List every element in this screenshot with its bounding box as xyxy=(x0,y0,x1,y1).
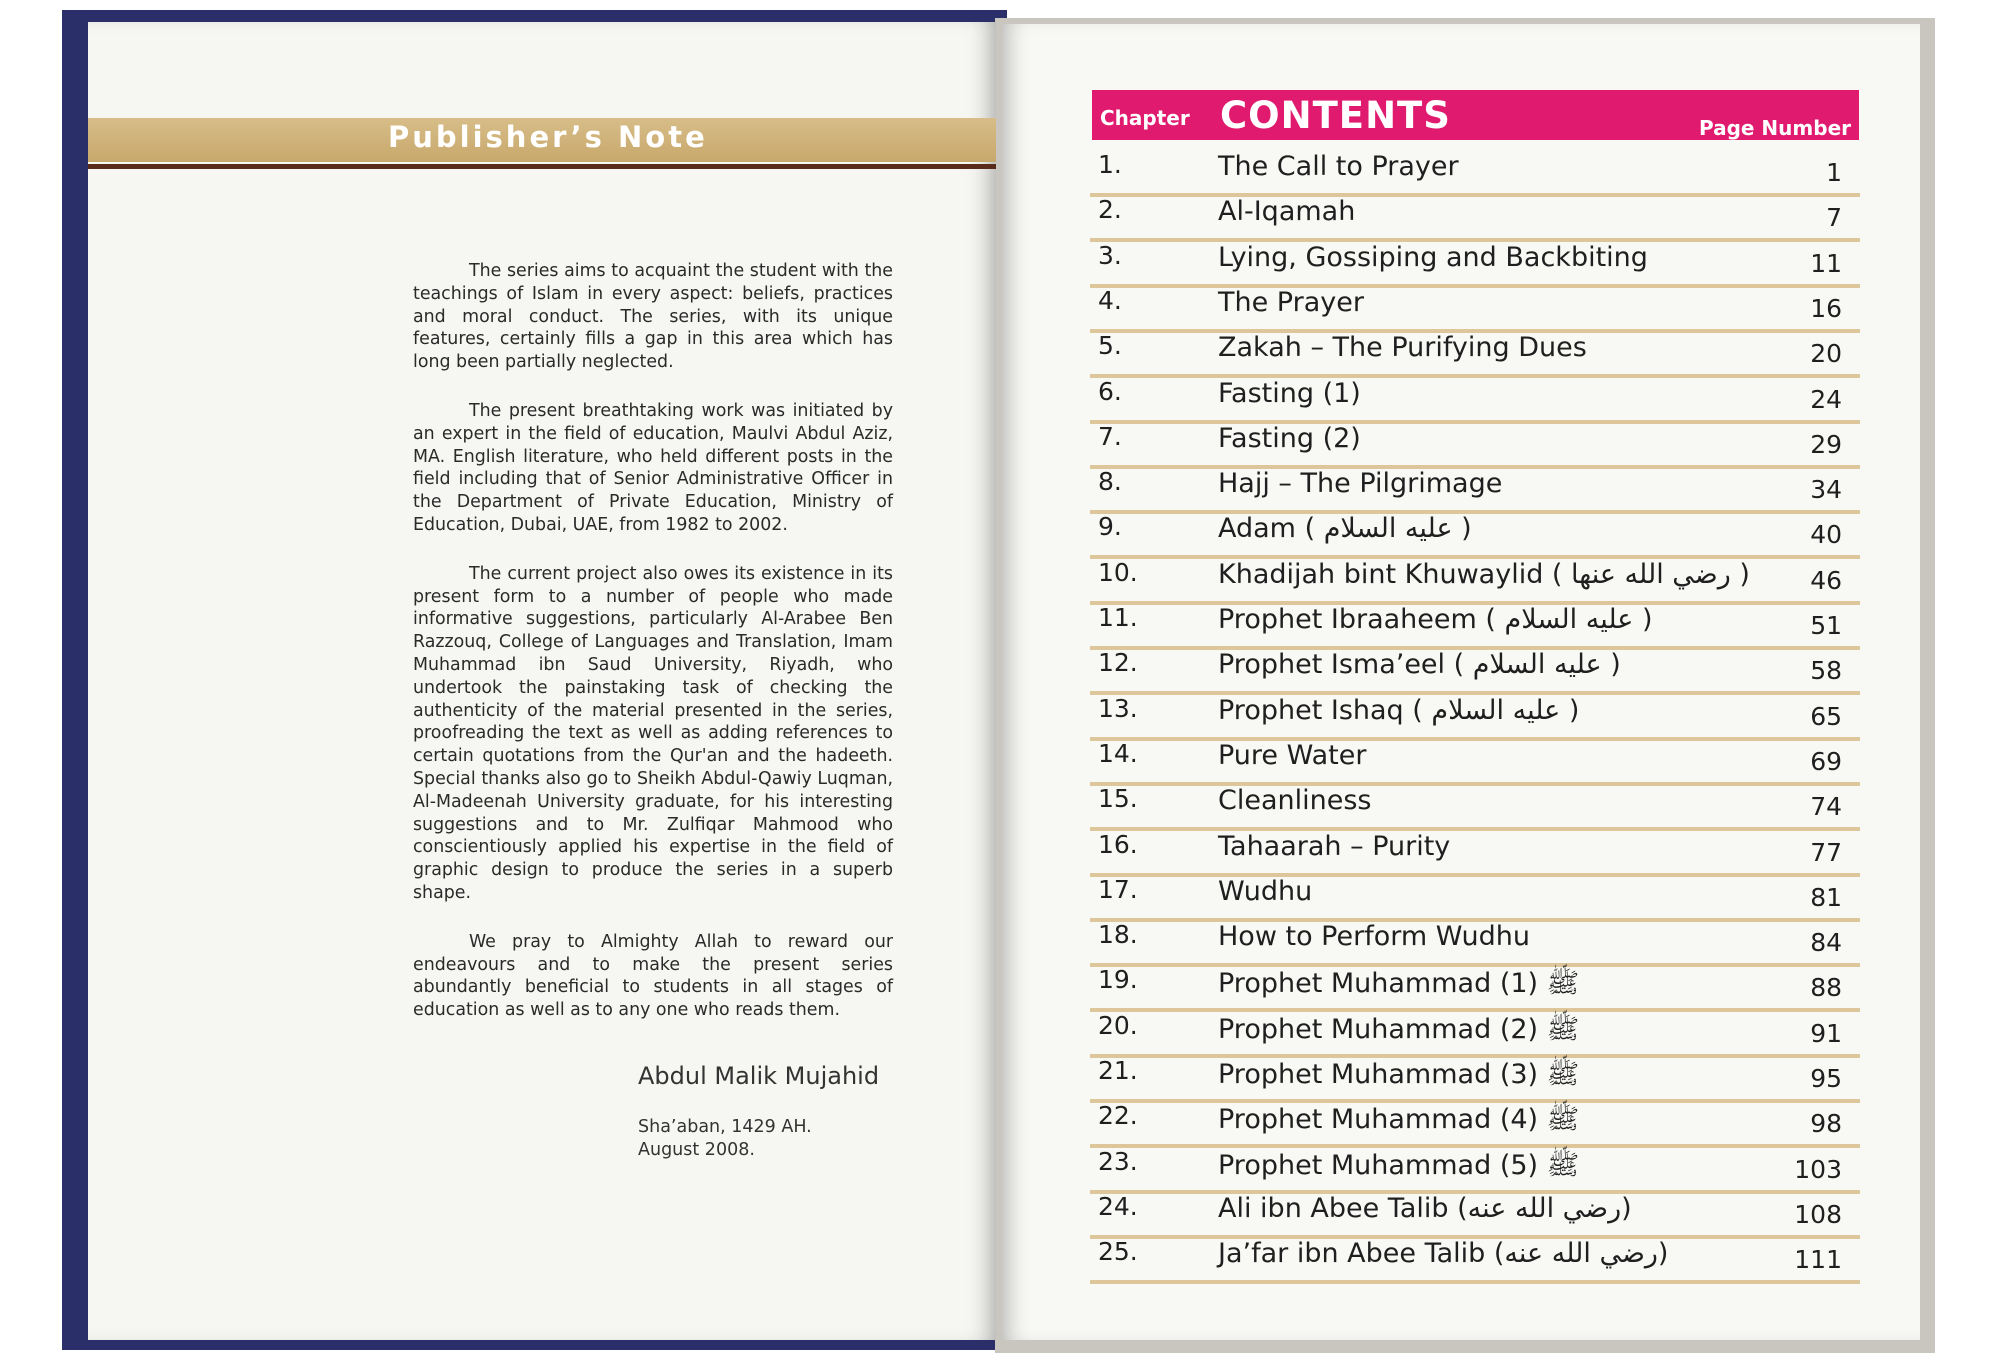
toc-row xyxy=(1090,963,1860,1012)
chapter-number: 23. xyxy=(1098,1146,1138,1176)
heading-rule xyxy=(88,164,996,169)
chapter-number: 10. xyxy=(1098,557,1138,587)
toc-row xyxy=(1090,601,1860,650)
chapter-title: Cleanliness xyxy=(1218,785,1372,817)
chapter-page-number: 98 xyxy=(1810,1109,1842,1139)
chapter-number: 14. xyxy=(1098,738,1138,768)
chapter-page-number: 84 xyxy=(1810,928,1842,958)
chapter-title: Hajj – The Pilgrimage xyxy=(1218,468,1503,500)
chapter-title: The Prayer xyxy=(1218,286,1364,318)
chapter-page-number: 1 xyxy=(1826,158,1842,187)
toc-row xyxy=(1090,1190,1860,1239)
toc-row xyxy=(1090,1009,1860,1058)
toc-row xyxy=(1090,1235,1860,1284)
chapter-number: 20. xyxy=(1098,1010,1138,1040)
header-page-number-label: Page Number xyxy=(1698,116,1851,140)
note-paragraph: The present breathtaking work was initiated by an expert in the field of education, Maulvi Abdul Aziz, MA. English literature, who held different posts in the field including that of Senior Administrative Officer in the Department of Private Education, Ministry of Education, Dubai, UAE, from 1982 to 2002. xyxy=(413,400,893,535)
chapter-title: Ali ibn Abee Talib (رضي الله عنه) xyxy=(1218,1192,1632,1224)
toc-row xyxy=(1090,1054,1860,1103)
chapter-number: 19. xyxy=(1098,965,1138,995)
chapter-page-number: 7 xyxy=(1826,203,1842,233)
chapter-title: The Call to Prayer xyxy=(1218,151,1459,182)
toc-row xyxy=(1090,420,1860,469)
chapter-title: Ja’far ibn Abee Talib (رضي الله عنه) xyxy=(1218,1238,1669,1270)
note-body xyxy=(413,260,893,1048)
chapter-title: Fasting (1) xyxy=(1218,377,1361,409)
chapter-page-number: 95 xyxy=(1810,1064,1842,1093)
chapter-title: Prophet Muhammad ﷺ (4) xyxy=(1218,1104,1580,1136)
chapter-page-number: 34 xyxy=(1810,475,1842,505)
chapter-title: Zakah – The Purifying Dues xyxy=(1218,332,1587,364)
chapter-number: 1. xyxy=(1098,150,1122,179)
chapter-page-number: 51 xyxy=(1810,611,1842,640)
toc-row xyxy=(1090,329,1860,378)
chapter-title: Pure Water xyxy=(1218,739,1367,771)
chapter-title: Lying, Gossiping and Backbiting xyxy=(1218,241,1648,273)
note-paragraph: The current project also owes its existence in its present form to a number of people who made informative suggestions, particularly Al-Arabee Ben Razzouq, College of Languages and Translation, Imam Muhammad ibn Saud University, Riyadh, who undertook the painstaking task of checking the authenticity of the material presented in the series, proofreading the text as well as adding references to certain quotations from the Qur'an and the hadeeth. Special thanks also go to Sheikh Abdul-Qawiy Luqman, Al-Madeenah University graduate, for his interesting suggestions and to Mr. Zulfiqar Mahmood who conscientiously applied his expertise in the field of graphic design to produce the series in a superb shape. xyxy=(413,563,893,903)
toc-row xyxy=(1090,873,1860,922)
chapter-page-number: 40 xyxy=(1810,520,1842,550)
chapter-number: 15. xyxy=(1098,784,1138,814)
toc-row xyxy=(1090,284,1860,333)
chapter-title: Fasting (2) xyxy=(1218,422,1361,454)
chapter-number: 22. xyxy=(1098,1101,1138,1131)
publishers-note-page xyxy=(88,22,996,1340)
chapter-page-number: 29 xyxy=(1810,429,1842,459)
chapter-page-number: 111 xyxy=(1794,1245,1842,1275)
date-hijri: Sha’aban, 1429 AH. xyxy=(638,1117,812,1137)
chapter-number: 9. xyxy=(1098,512,1122,542)
toc-row xyxy=(1090,1099,1860,1148)
toc-row xyxy=(1090,646,1860,695)
note-paragraph: The series aims to acquaint the student with the teachings of Islam in every aspect: beliefs, practices and moral conduct. The series, with its unique features, certainly fills a gap in this area which has long been partially neglected. xyxy=(413,261,893,373)
chapter-title: Prophet Muhammad ﷺ (1) xyxy=(1218,968,1580,1000)
contents-page xyxy=(1002,24,1920,1340)
chapter-page-number: 65 xyxy=(1810,701,1842,731)
chapter-page-number: 74 xyxy=(1810,792,1842,822)
chapter-number: 4. xyxy=(1098,285,1122,315)
chapter-number: 11. xyxy=(1098,603,1138,632)
note-paragraph: We pray to Almighty Allah to reward our endeavours and to make the present series abundantly beneficial to students in all stages of education as well as to any one who reads them. xyxy=(413,931,893,1021)
chapter-page-number: 88 xyxy=(1810,973,1842,1003)
chapter-page-number: 11 xyxy=(1810,248,1842,278)
chapter-page-number: 24 xyxy=(1810,384,1842,414)
chapter-title: Prophet Muhammad ﷺ (2) xyxy=(1218,1013,1580,1045)
chapter-title: Adam ( عليه السلام ) xyxy=(1218,513,1472,545)
chapter-number: 2. xyxy=(1098,195,1122,225)
date-gregorian: August 2008. xyxy=(638,1140,755,1160)
chapter-title: Prophet Muhammad ﷺ (3) xyxy=(1218,1059,1580,1090)
chapter-title: Al-Iqamah xyxy=(1218,196,1356,228)
toc-row xyxy=(1090,465,1860,514)
toc-row xyxy=(1090,556,1860,605)
chapter-number: 25. xyxy=(1098,1237,1138,1267)
contents-header xyxy=(1092,90,1859,140)
chapter-title: Prophet Isma’eel ( عليه السلام ) xyxy=(1218,649,1621,681)
chapter-page-number: 91 xyxy=(1810,1018,1842,1048)
toc-row xyxy=(1090,375,1860,424)
page-title: Publisher’s Note xyxy=(388,120,708,154)
toc-row xyxy=(1090,692,1860,741)
chapter-number: 3. xyxy=(1098,240,1122,270)
chapter-page-number: 108 xyxy=(1794,1199,1842,1229)
chapter-title: Tahaarah – Purity xyxy=(1218,830,1451,862)
chapter-number: 7. xyxy=(1098,421,1122,451)
toc-row xyxy=(1090,510,1860,559)
chapter-page-number: 20 xyxy=(1810,339,1842,369)
toc-row xyxy=(1090,239,1860,288)
header-contents-title: CONTENTS xyxy=(1220,94,1451,137)
toc-row xyxy=(1090,1145,1860,1194)
chapter-number: 21. xyxy=(1098,1056,1138,1085)
toc-row xyxy=(1090,828,1860,877)
chapter-page-number: 58 xyxy=(1810,656,1842,686)
chapter-title: Prophet Ishaq ( عليه السلام ) xyxy=(1218,694,1580,726)
chapter-page-number: 103 xyxy=(1794,1154,1842,1184)
chapter-number: 13. xyxy=(1098,693,1138,723)
chapter-page-number: 16 xyxy=(1810,293,1842,323)
toc-row xyxy=(1090,148,1860,197)
chapter-title: How to Perform Wudhu xyxy=(1218,921,1530,953)
chapter-page-number: 77 xyxy=(1810,837,1842,867)
chapter-number: 5. xyxy=(1098,331,1122,361)
chapter-number: 12. xyxy=(1098,648,1138,678)
chapter-number: 24. xyxy=(1098,1191,1138,1221)
chapter-title: Khadijah bint Khuwaylid ( رضي الله عنها ) xyxy=(1218,558,1750,590)
chapter-page-number: 81 xyxy=(1810,882,1842,912)
signature-name: Abdul Malik Mujahid xyxy=(638,1062,880,1090)
toc-row xyxy=(1090,193,1860,242)
chapter-page-number: 69 xyxy=(1810,746,1842,776)
chapter-number: 6. xyxy=(1098,376,1122,406)
chapter-number: 17. xyxy=(1098,874,1138,904)
chapter-number: 8. xyxy=(1098,467,1122,497)
header-chapter-label: Chapter xyxy=(1100,106,1190,130)
chapter-number: 16. xyxy=(1098,829,1138,859)
toc-row xyxy=(1090,737,1860,786)
chapter-page-number: 46 xyxy=(1810,565,1842,595)
chapter-title: Prophet Muhammad ﷺ (5) xyxy=(1218,1149,1580,1181)
toc-row xyxy=(1090,782,1860,831)
chapter-title: Prophet Ibraaheem ( عليه السلام ) xyxy=(1218,604,1653,635)
chapter-title: Wudhu xyxy=(1218,875,1313,907)
toc-row xyxy=(1090,918,1860,967)
chapter-number: 18. xyxy=(1098,920,1138,950)
